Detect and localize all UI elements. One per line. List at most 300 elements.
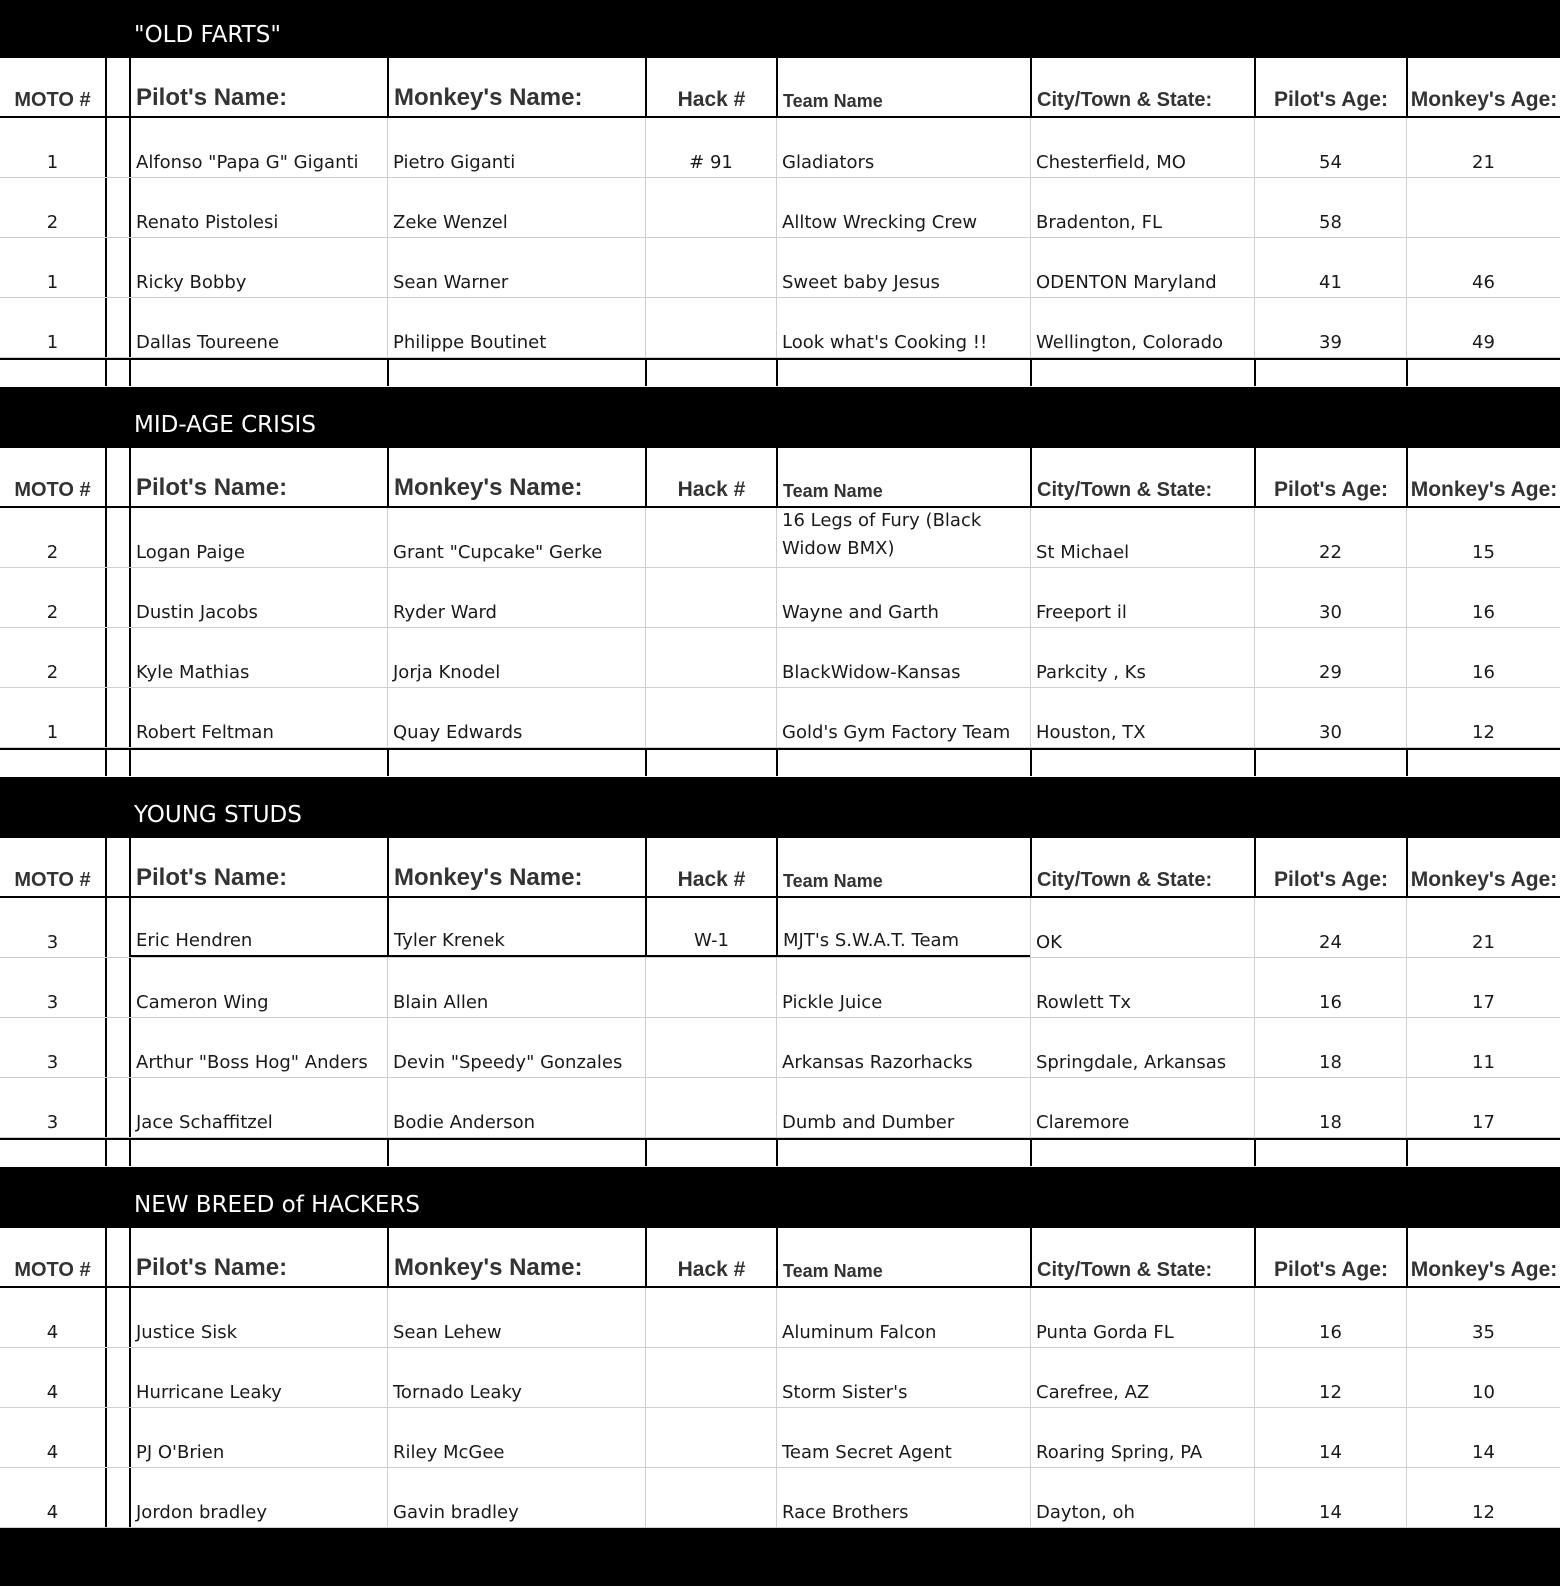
monkey-age-cell[interactable]: [1406, 688, 1560, 747]
team-value: 16 Legs of Fury (Black Widow BMX): [782, 510, 982, 559]
team-cell[interactable]: [776, 298, 1030, 357]
moto-value: 3: [46, 992, 59, 1013]
pilot-age-value: 12: [1319, 1382, 1342, 1403]
pilot-cell[interactable]: [129, 1078, 387, 1137]
pilot-age-cell[interactable]: [1254, 508, 1406, 567]
city-value: Roaring Spring, PA: [1036, 1442, 1203, 1463]
header-city: [1030, 1228, 1254, 1286]
pilot-age-value: 22: [1319, 542, 1342, 563]
header-monkey: [387, 1228, 645, 1286]
pilot-value: Cameron Wing: [136, 992, 269, 1013]
monkey-age-cell[interactable]: [1406, 898, 1560, 957]
spacer-row: [0, 748, 1560, 776]
moto-cell[interactable]: [0, 688, 105, 747]
pilot-age-cell[interactable]: [1254, 298, 1406, 357]
header-label: Monkey's Name:: [394, 84, 583, 111]
header-city: [1030, 58, 1254, 116]
hack-cell[interactable]: [645, 1408, 776, 1467]
pilot-age-cell[interactable]: [1254, 568, 1406, 627]
hack-value: W-1: [693, 930, 729, 951]
pilot-age-cell[interactable]: [1254, 1078, 1406, 1137]
hack-cell[interactable]: [645, 298, 776, 357]
gap-cell[interactable]: [105, 1348, 129, 1407]
spacer-row: [0, 358, 1560, 386]
header-pilot: [129, 1228, 387, 1286]
gap-cell[interactable]: [105, 1288, 129, 1347]
column-header-row: [0, 1228, 1560, 1288]
hack-cell[interactable]: [645, 238, 776, 297]
header-label: MOTO #: [14, 89, 91, 111]
pilot-cell[interactable]: [129, 1288, 387, 1347]
monkey-value: Sean Lehew: [393, 1322, 502, 1343]
city-value: Carefree, AZ: [1036, 1382, 1150, 1403]
city-cell[interactable]: [1030, 118, 1254, 177]
header-label: Team Name: [783, 1261, 883, 1281]
monkey-value: Riley McGee: [393, 1442, 505, 1463]
moto-cell[interactable]: [0, 628, 105, 687]
city-cell[interactable]: [1030, 958, 1254, 1017]
pilot-age-value: 18: [1319, 1112, 1342, 1133]
city-cell[interactable]: [1030, 238, 1254, 297]
header-label: Team Name: [783, 91, 883, 111]
moto-cell[interactable]: [0, 298, 105, 357]
city-cell[interactable]: [1030, 298, 1254, 357]
moto-value: 4: [46, 1382, 59, 1403]
moto-cell[interactable]: [0, 508, 105, 567]
header-label: Pilot's Age:: [1274, 478, 1388, 501]
pilot-age-value: 30: [1319, 722, 1342, 743]
pilot-cell[interactable]: [129, 238, 387, 297]
team-cell[interactable]: [776, 508, 1030, 567]
table-row: [0, 1078, 1560, 1138]
pilot-value: Jace Schaffitzel: [136, 1112, 273, 1133]
header-label: Monkey's Age:: [1410, 1258, 1558, 1281]
moto-value: 3: [46, 1052, 59, 1073]
city-cell[interactable]: [1030, 898, 1254, 957]
gap-cell[interactable]: [105, 118, 129, 177]
monkey-value: Jorja Knodel: [393, 662, 501, 683]
pilot-age-value: 14: [1319, 1502, 1342, 1523]
monkey-age-cell[interactable]: [1406, 958, 1560, 1017]
monkey-cell[interactable]: [387, 1408, 645, 1467]
team-cell[interactable]: [776, 118, 1030, 177]
grid-line: [645, 750, 647, 776]
grid-line: [1030, 750, 1032, 776]
pilot-value: Justice Sisk: [136, 1322, 238, 1343]
city-cell[interactable]: [1030, 1078, 1254, 1137]
city-cell[interactable]: [1030, 568, 1254, 627]
monkey-cell[interactable]: [387, 178, 645, 237]
gap-cell[interactable]: [105, 238, 129, 297]
monkey-age-cell[interactable]: [1406, 1408, 1560, 1467]
monkey-value: Bodie Anderson: [393, 1112, 536, 1133]
pilot-cell[interactable]: [129, 568, 387, 627]
header-label: MOTO #: [14, 1259, 91, 1281]
team-cell[interactable]: [776, 1348, 1030, 1407]
gap-cell[interactable]: [105, 1468, 129, 1527]
monkey-age-cell[interactable]: [1406, 1288, 1560, 1347]
hack-cell[interactable]: [645, 1288, 776, 1347]
team-value: Race Brothers: [782, 1502, 909, 1523]
header-monkey: [387, 448, 645, 506]
grid-line: [776, 360, 778, 386]
team-cell[interactable]: [776, 568, 1030, 627]
monkey-value: Ryder Ward: [393, 602, 497, 623]
monkey-age-value: 17: [1472, 1112, 1495, 1133]
column-header-row: [0, 58, 1560, 118]
gap-cell[interactable]: [105, 628, 129, 687]
pilot-value: Alfonso "Papa G" Giganti: [136, 152, 359, 173]
gap-cell[interactable]: [105, 568, 129, 627]
team-value: Pickle Juice: [782, 992, 883, 1013]
pilot-value: Kyle Mathias: [136, 662, 250, 683]
monkey-age-cell[interactable]: [1406, 508, 1560, 567]
pilot-cell[interactable]: [129, 898, 387, 957]
moto-value: 2: [46, 602, 59, 623]
header-pilot-age: [1254, 58, 1406, 116]
header-monkey: [387, 838, 645, 896]
monkey-cell[interactable]: [387, 298, 645, 357]
hack-cell[interactable]: [645, 1468, 776, 1527]
gap-cell[interactable]: [105, 958, 129, 1017]
grid-line: [1406, 1140, 1408, 1166]
team-cell[interactable]: [776, 1288, 1030, 1347]
header-label: Hack #: [677, 88, 746, 111]
pilot-cell[interactable]: [129, 1468, 387, 1527]
header-hack: [645, 448, 776, 506]
pilot-age-cell[interactable]: [1254, 238, 1406, 297]
gap-cell[interactable]: [105, 1408, 129, 1467]
city-cell[interactable]: [1030, 178, 1254, 237]
monkey-age-cell[interactable]: [1406, 298, 1560, 357]
pilot-cell[interactable]: [129, 628, 387, 687]
moto-cell[interactable]: [0, 898, 105, 957]
moto-cell[interactable]: [0, 1288, 105, 1347]
header-label: Monkey's Name:: [394, 1254, 583, 1281]
section-title: NEW BREED of HACKERS: [134, 1192, 420, 1218]
pilot-cell[interactable]: [129, 178, 387, 237]
monkey-value: Zeke Wenzel: [393, 212, 508, 233]
moto-value: 4: [46, 1322, 59, 1343]
monkey-cell[interactable]: [387, 628, 645, 687]
team-value: Storm Sister's: [782, 1382, 908, 1403]
grid-line: [105, 360, 107, 386]
header-hack: [645, 58, 776, 116]
grid-line: [645, 360, 647, 386]
team-value: Arkansas Razorhacks: [782, 1052, 973, 1073]
gap-cell[interactable]: [105, 688, 129, 747]
moto-cell[interactable]: [0, 1078, 105, 1137]
city-cell[interactable]: [1030, 1348, 1254, 1407]
pilot-age-cell[interactable]: [1254, 1468, 1406, 1527]
monkey-cell[interactable]: [387, 1468, 645, 1527]
city-value: Freeport il: [1036, 602, 1127, 623]
pilot-age-value: 14: [1319, 1442, 1342, 1463]
header-pilot: [129, 448, 387, 506]
moto-value: 1: [46, 332, 59, 353]
pilot-cell[interactable]: [129, 508, 387, 567]
header-monkey-age: [1406, 1228, 1560, 1286]
moto-cell[interactable]: [0, 238, 105, 297]
grid-line: [129, 360, 131, 386]
pilot-age-cell[interactable]: [1254, 1288, 1406, 1347]
pilot-value: PJ O'Brien: [136, 1442, 225, 1463]
header-label: Pilot's Name:: [136, 474, 288, 501]
city-cell[interactable]: [1030, 508, 1254, 567]
city-value: OK: [1036, 932, 1062, 953]
pilot-age-value: 24: [1319, 932, 1342, 953]
team-cell[interactable]: [776, 1078, 1030, 1137]
hack-cell[interactable]: [645, 1348, 776, 1407]
pilot-value: Hurricane Leaky: [136, 1382, 282, 1403]
city-value: Rowlett Tx: [1036, 992, 1131, 1013]
hack-cell[interactable]: [645, 568, 776, 627]
header-pilot-age: [1254, 838, 1406, 896]
hack-cell[interactable]: [645, 508, 776, 567]
team-cell[interactable]: [776, 688, 1030, 747]
grid-line: [105, 750, 107, 776]
gap-cell[interactable]: [105, 508, 129, 567]
header-monkey-age: [1406, 838, 1560, 896]
moto-cell[interactable]: [0, 1408, 105, 1467]
moto-cell[interactable]: [0, 958, 105, 1017]
monkey-cell[interactable]: [387, 898, 645, 957]
bottom-band: [0, 1528, 1560, 1586]
pilot-age-cell[interactable]: [1254, 178, 1406, 237]
monkey-cell[interactable]: [387, 1288, 645, 1347]
gap-cell[interactable]: [105, 1078, 129, 1137]
pilot-age-cell[interactable]: [1254, 1408, 1406, 1467]
hack-cell[interactable]: [645, 898, 776, 957]
hack-cell[interactable]: [645, 118, 776, 177]
pilot-cell[interactable]: [129, 1018, 387, 1077]
hack-cell[interactable]: [645, 688, 776, 747]
grid-line: [1030, 360, 1032, 386]
monkey-age-cell[interactable]: [1406, 238, 1560, 297]
monkey-cell[interactable]: [387, 958, 645, 1017]
table-row: [0, 1468, 1560, 1528]
moto-cell[interactable]: [0, 1018, 105, 1077]
table-row: [0, 958, 1560, 1018]
pilot-age-cell[interactable]: [1254, 958, 1406, 1017]
city-cell[interactable]: [1030, 1408, 1254, 1467]
header-label: City/Town & State:: [1037, 89, 1213, 111]
monkey-cell[interactable]: [387, 1348, 645, 1407]
header-hack: [645, 838, 776, 896]
grid-line: [1254, 750, 1256, 776]
table-row: [0, 1018, 1560, 1078]
header-label: Pilot's Age:: [1274, 1258, 1388, 1281]
monkey-age-cell[interactable]: [1406, 628, 1560, 687]
hack-cell[interactable]: [645, 958, 776, 1017]
moto-value: 2: [46, 542, 59, 563]
header-city: [1030, 838, 1254, 896]
moto-value: 3: [46, 932, 59, 953]
table-row: [0, 118, 1560, 178]
gap-cell[interactable]: [105, 298, 129, 357]
gap-cell[interactable]: [105, 178, 129, 237]
hack-cell[interactable]: [645, 178, 776, 237]
grid-line: [1254, 1140, 1256, 1166]
pilot-age-cell[interactable]: [1254, 118, 1406, 177]
table-row: [0, 178, 1560, 238]
monkey-age-value: 10: [1472, 1382, 1495, 1403]
monkey-cell[interactable]: [387, 688, 645, 747]
team-cell[interactable]: [776, 898, 1030, 957]
pilot-cell[interactable]: [129, 298, 387, 357]
table-row: [0, 898, 1560, 958]
monkey-value: Grant "Cupcake" Gerke: [393, 542, 603, 563]
pilot-value: Robert Feltman: [136, 722, 274, 743]
header-label: Monkey's Name:: [394, 864, 583, 891]
section-title: "OLD FARTS": [134, 22, 281, 48]
pilot-cell[interactable]: [129, 118, 387, 177]
gap-cell[interactable]: [105, 898, 129, 957]
pilot-value: Arthur "Boss Hog" Anders: [136, 1052, 368, 1073]
city-cell[interactable]: [1030, 1018, 1254, 1077]
city-cell[interactable]: [1030, 1288, 1254, 1347]
header-team: [776, 1228, 1030, 1286]
monkey-value: Pietro Giganti: [393, 152, 516, 173]
team-value: Aluminum Falcon: [782, 1322, 937, 1343]
column-header-row: [0, 448, 1560, 508]
team-value: Sweet baby Jesus: [782, 272, 940, 293]
grid-line: [129, 750, 131, 776]
pilot-cell[interactable]: [129, 1408, 387, 1467]
team-cell[interactable]: [776, 628, 1030, 687]
grid-line: [645, 1140, 647, 1166]
table-row: [0, 1408, 1560, 1468]
monkey-age-value: 21: [1472, 932, 1495, 953]
moto-cell[interactable]: [0, 118, 105, 177]
header-label: City/Town & State:: [1037, 1259, 1213, 1281]
moto-cell[interactable]: [0, 1348, 105, 1407]
monkey-age-value: 46: [1472, 272, 1495, 293]
monkey-age-cell[interactable]: [1406, 1078, 1560, 1137]
header-label: Pilot's Age:: [1274, 868, 1388, 891]
pilot-age-cell[interactable]: [1254, 898, 1406, 957]
gap-cell[interactable]: [105, 1018, 129, 1077]
team-cell[interactable]: [776, 178, 1030, 237]
grid-line: [1254, 360, 1256, 386]
moto-cell[interactable]: [0, 1468, 105, 1527]
moto-cell[interactable]: [0, 568, 105, 627]
pilot-age-cell[interactable]: [1254, 1348, 1406, 1407]
monkey-age-cell[interactable]: [1406, 568, 1560, 627]
grid-line: [1406, 360, 1408, 386]
moto-value: 2: [46, 662, 59, 683]
spacer-row: [0, 1138, 1560, 1166]
monkey-cell[interactable]: [387, 508, 645, 567]
pilot-age-value: 29: [1319, 662, 1342, 683]
city-cell[interactable]: [1030, 628, 1254, 687]
monkey-age-value: 21: [1472, 152, 1495, 173]
header-label: Team Name: [783, 871, 883, 891]
grid-line: [776, 1140, 778, 1166]
monkey-age-cell[interactable]: [1406, 178, 1560, 237]
city-value: Dayton, oh: [1036, 1502, 1135, 1523]
monkey-cell[interactable]: [387, 568, 645, 627]
pilot-age-value: 16: [1319, 992, 1342, 1013]
team-value: Dumb and Dumber: [782, 1112, 955, 1133]
header-gap-cell: [105, 58, 129, 116]
header-label: Pilot's Name:: [136, 1254, 288, 1281]
team-value: MJT's S.W.A.T. Team: [783, 930, 960, 951]
pilot-cell[interactable]: [129, 1348, 387, 1407]
header-pilot: [129, 58, 387, 116]
team-cell[interactable]: [776, 238, 1030, 297]
monkey-value: Tyler Krenek: [394, 930, 505, 951]
header-monkey: [387, 58, 645, 116]
table-row: [0, 568, 1560, 628]
grid-line: [129, 1140, 131, 1166]
header-label: Hack #: [677, 1258, 746, 1281]
pilot-age-cell[interactable]: [1254, 688, 1406, 747]
header-hack: [645, 1228, 776, 1286]
monkey-cell[interactable]: [387, 118, 645, 177]
team-cell[interactable]: [776, 1468, 1030, 1527]
grid-line: [387, 1140, 389, 1166]
grid-line: [1406, 750, 1408, 776]
pilot-age-cell[interactable]: [1254, 628, 1406, 687]
monkey-value: Sean Warner: [393, 272, 509, 293]
pilot-cell[interactable]: [129, 688, 387, 747]
moto-cell[interactable]: [0, 178, 105, 237]
city-cell[interactable]: [1030, 1468, 1254, 1527]
city-value: Parkcity , Ks: [1036, 662, 1146, 683]
city-cell[interactable]: [1030, 688, 1254, 747]
header-team: [776, 838, 1030, 896]
monkey-age-value: 16: [1472, 662, 1495, 683]
header-label: Monkey's Name:: [394, 474, 583, 501]
team-cell[interactable]: [776, 1018, 1030, 1077]
header-label: Hack #: [677, 478, 746, 501]
moto-value: 4: [46, 1442, 59, 1463]
moto-value: 1: [46, 272, 59, 293]
moto-value: 1: [46, 152, 59, 173]
monkey-value: Devin "Speedy" Gonzales: [393, 1052, 623, 1073]
city-value: Bradenton, FL: [1036, 212, 1162, 233]
header-gap-cell: [105, 838, 129, 896]
team-cell[interactable]: [776, 958, 1030, 1017]
hack-cell[interactable]: [645, 628, 776, 687]
team-cell[interactable]: [776, 1408, 1030, 1467]
team-value: Gladiators: [782, 152, 875, 173]
header-label: Pilot's Age:: [1274, 88, 1388, 111]
monkey-age-cell[interactable]: [1406, 1348, 1560, 1407]
pilot-age-value: 58: [1319, 212, 1342, 233]
hack-cell[interactable]: [645, 1078, 776, 1137]
monkey-age-cell[interactable]: [1406, 1468, 1560, 1527]
pilot-cell[interactable]: [129, 958, 387, 1017]
pilot-value: Eric Hendren: [136, 930, 253, 951]
monkey-cell[interactable]: [387, 238, 645, 297]
moto-value: 1: [46, 722, 59, 743]
monkey-age-value: 12: [1472, 1502, 1495, 1523]
monkey-cell[interactable]: [387, 1018, 645, 1077]
pilot-age-cell[interactable]: [1254, 1018, 1406, 1077]
monkey-value: Quay Edwards: [393, 722, 523, 743]
team-value: Wayne and Garth: [782, 602, 939, 623]
pilot-age-value: 39: [1319, 332, 1342, 353]
monkey-age-cell[interactable]: [1406, 118, 1560, 177]
monkey-age-cell[interactable]: [1406, 1018, 1560, 1077]
monkey-cell[interactable]: [387, 1078, 645, 1137]
hack-cell[interactable]: [645, 1018, 776, 1077]
table-row: [0, 238, 1560, 298]
pilot-value: Renato Pistolesi: [136, 212, 279, 233]
header-city: [1030, 448, 1254, 506]
